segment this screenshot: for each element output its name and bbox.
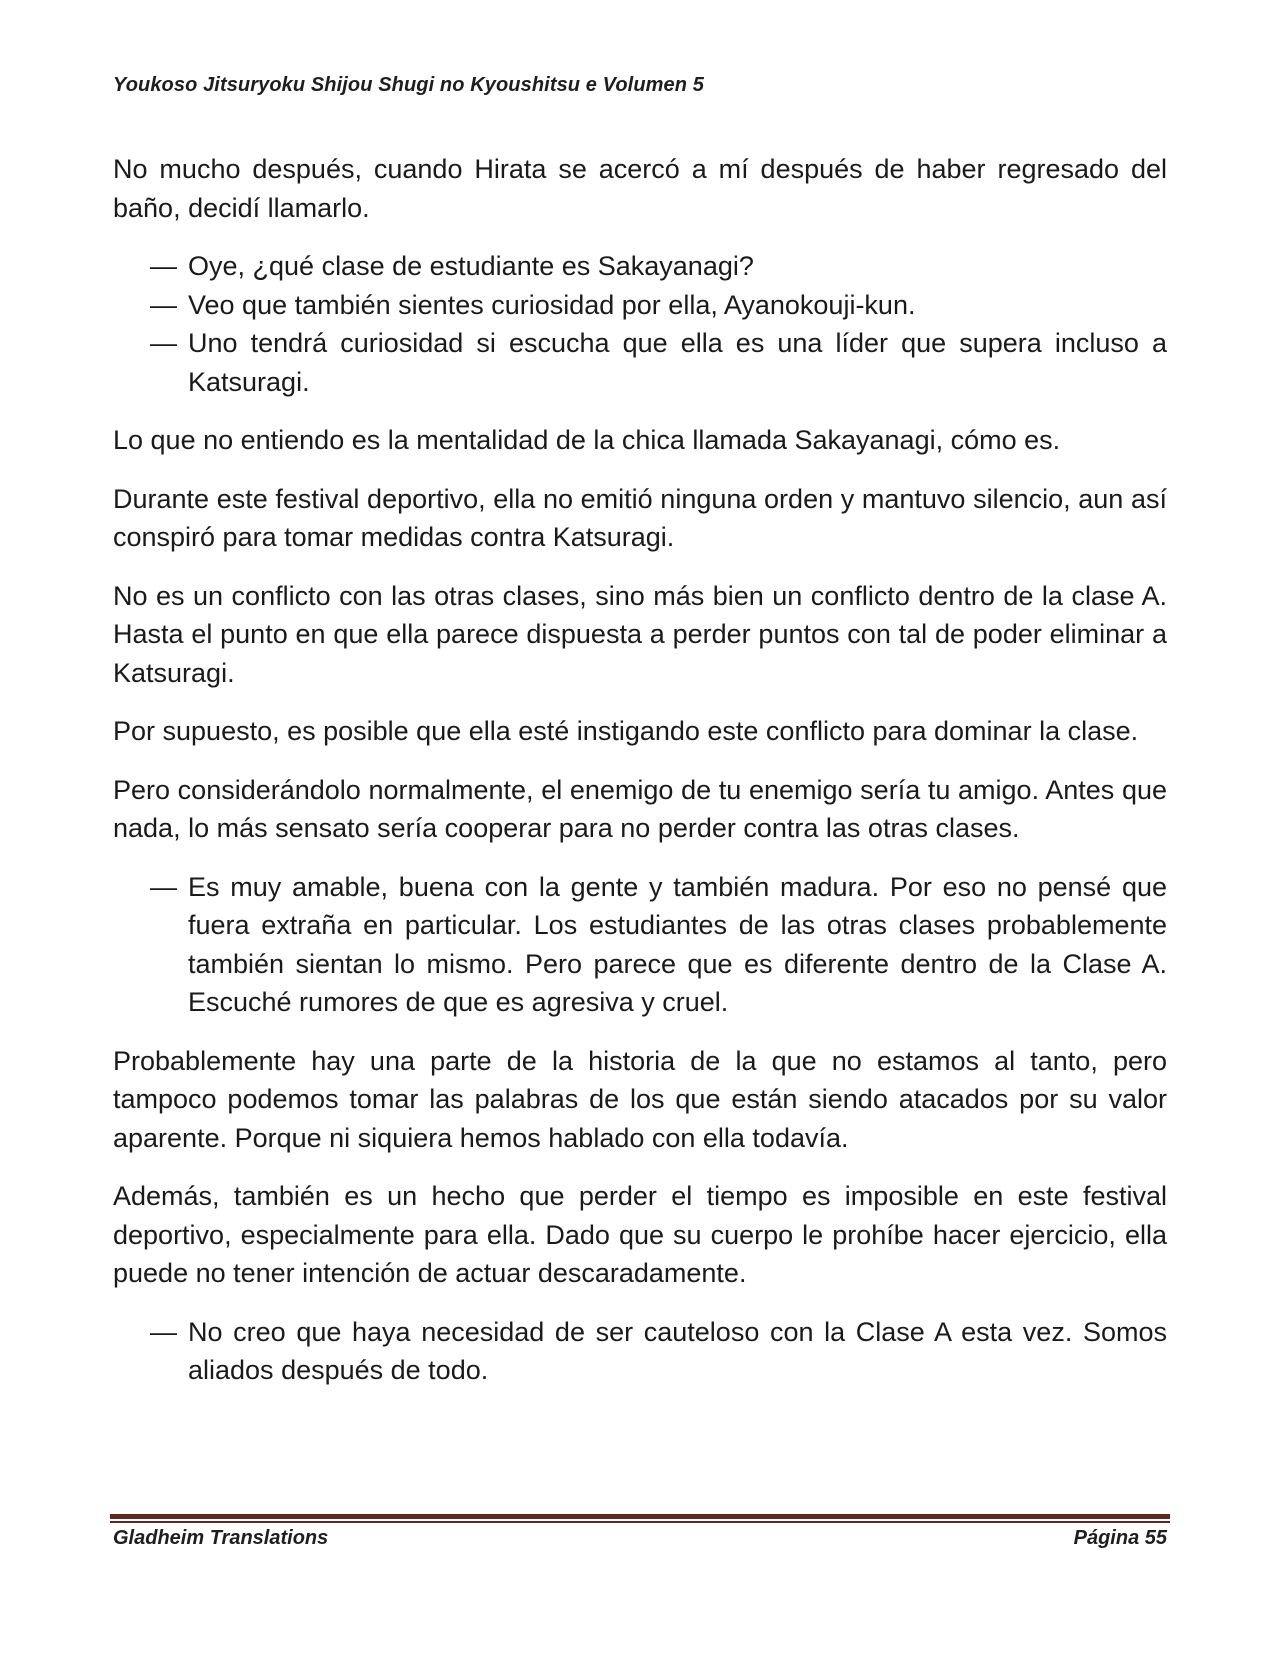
paragraph: No es un conflicto con las otras clases, sino más bien un conflicto dentro de la clase A. Hasta el punto en que ella parece dispuesta a perder puntos con tal de poder eliminar a Katsuragi.	[113, 580, 1167, 688]
paragraph: No mucho después, cuando Hirata se acercó a mí después de haber regresado del baño, decidí llamarlo.	[113, 154, 1167, 223]
dialogue-line: — Es muy amable, buena con la gente y también madura. Por eso no pensé que fuera extraña en particular. Los estudiantes de las otras clases probablemente también sientan lo mismo. Pero parece que es diferente dentro de la Clase A. Escuché rumores de que es agresiva y cruel.	[113, 868, 1167, 1022]
dialogue-dash: —	[150, 289, 177, 320]
paragraph: Lo que no entiendo es la mentalidad de la chica llamada Sakayanagi, cómo es.	[113, 425, 1061, 455]
paragraph: Probablemente hay una parte de la historia de la que no estamos al tanto, pero tampoco podemos tomar las palabras de los que están siendo atacados por su valor aparente. Porque ni siquiera hemos hablado con ella todavía.	[113, 1045, 1167, 1153]
footer-translator: Gladheim Translations	[113, 1527, 329, 1549]
footer-page-number: Página 55	[1073, 1527, 1167, 1549]
dialogue-block	[113, 1313, 1167, 1390]
dialogue-line: — No creo que haya necesidad de ser cauteloso con la Clase A esta vez. Somos aliados después de todo.	[113, 1313, 1167, 1390]
dialogue-dash: —	[150, 871, 177, 902]
page-header-title: Youkoso Jitsuryoku Shijou Shugi no Kyoushitsu e Volumen 5	[113, 74, 704, 96]
dialogue-line: — Uno tendrá curiosidad si escucha que ella es una líder que supera incluso a Katsuragi.	[113, 324, 1167, 401]
page-body	[113, 150, 1167, 1410]
paragraph: Además, también es un hecho que perder el tiempo es imposible en este festival deportivo, especialmente para ella. Dado que su cuerpo le prohíbe hacer ejercicio, ella puede no tener intención de actuar descaradamente.	[113, 1181, 1167, 1288]
paragraph: Por supuesto, es posible que ella esté instigando este conflicto para dominar la clase.	[113, 716, 1139, 746]
footer-divider	[110, 1514, 1170, 1523]
dialogue-dash: —	[150, 1316, 177, 1347]
dialogue-dash: —	[150, 328, 177, 358]
dialogue-line: — Oye, ¿qué clase de estudiante es Sakayanagi?	[113, 247, 1167, 286]
dialogue-block	[113, 247, 1167, 401]
dialogue-dash: —	[150, 251, 177, 281]
dialogue-line: — Veo que también sientes curiosidad por ella, Ayanokouji-kun.	[113, 286, 1167, 325]
dialogue-block	[113, 868, 1167, 1022]
paragraph: Pero considerándolo normalmente, el enemigo de tu enemigo sería tu amigo. Antes que nada, lo más sensato sería cooperar para no perder contra las otras clases.	[113, 774, 1167, 843]
paragraph: Durante este festival deportivo, ella no emitió ninguna orden y mantuvo silencio, aun así conspiró para tomar medidas contra Katsuragi.	[113, 483, 1167, 552]
